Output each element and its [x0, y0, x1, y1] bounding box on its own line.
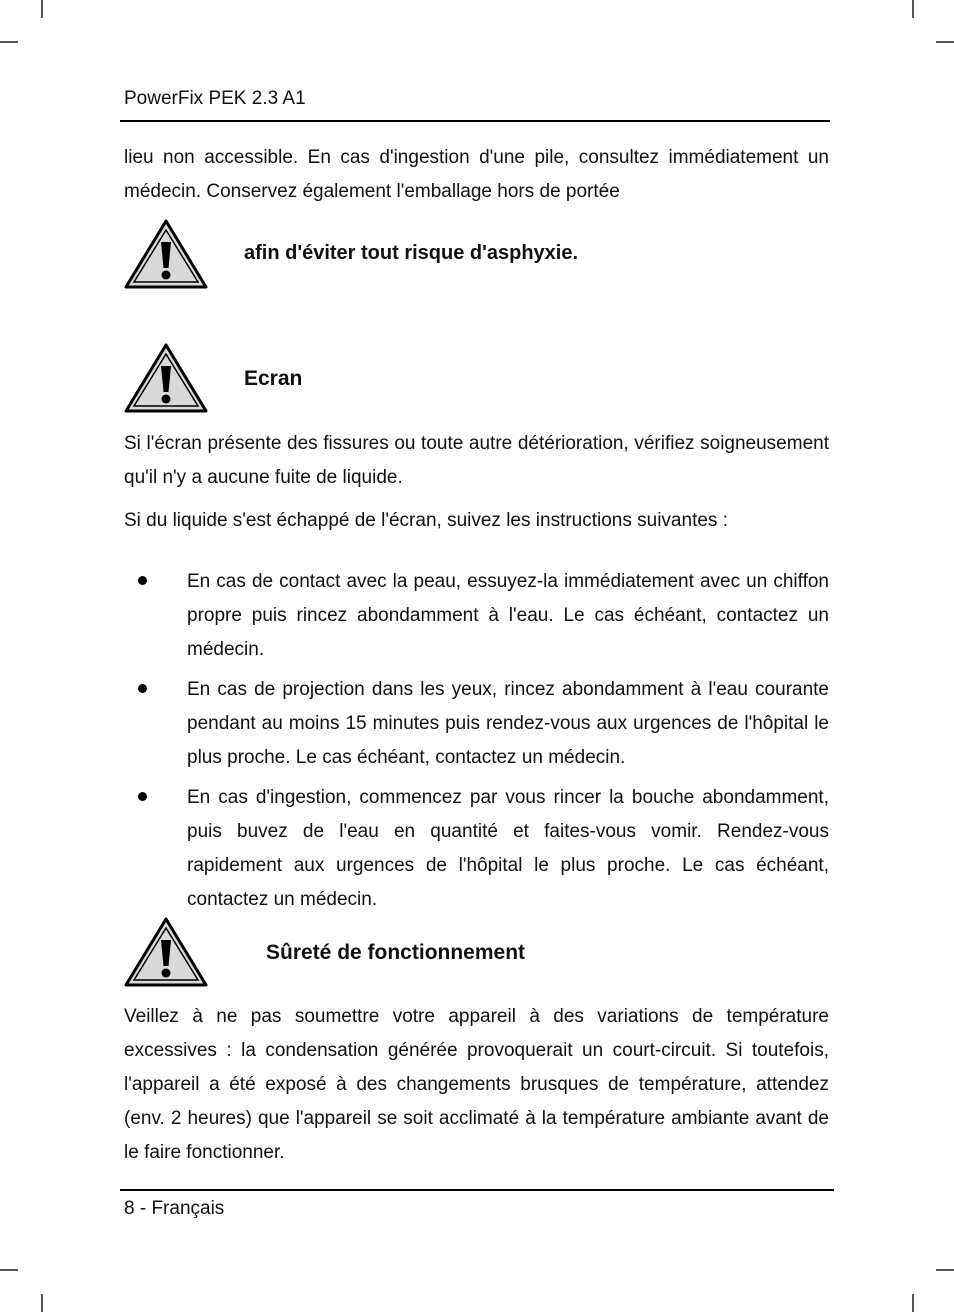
page-header-title: PowerFix PEK 2.3 A1: [124, 88, 306, 109]
ecran-paragraph-1: Si l'écran présente des fissures ou toute autre détérioration, vérifiez soigneusement qu'il n'y a aucune fuite de liquide.: [124, 433, 829, 488]
section-heading-surete: Sûreté de fonctionnement: [266, 941, 526, 964]
bullet-icon: [138, 792, 147, 801]
ecran-paragraph-2: Si du liquide s'est échappé de l'écran, suivez les instructions suivantes :: [124, 510, 728, 531]
header-rule: [120, 120, 830, 122]
crop-mark: [912, 0, 914, 18]
footer-rule: [120, 1189, 834, 1191]
list-item: En cas de contact avec la peau, essuyez-la immédiatement avec un chiffon propre puis rincez abondamment à l'eau. Le cas échéant, contactez un médecin.: [187, 571, 829, 660]
crop-mark: [0, 1269, 18, 1271]
warning-triangle-icon: [123, 916, 209, 988]
list-item: En cas d'ingestion, commencez par vous rincer la bouche abondamment, puis buvez de l'eau en quantité et faites-vous vomir. Rendez-vous rapidement aux urgences de l'hôpital le plus proche. Le cas échéant, contactez un médecin.: [187, 787, 829, 910]
warning-note: afin d'éviter tout risque d'asphyxie.: [244, 242, 579, 264]
crop-mark: [936, 41, 954, 43]
warning-triangle-icon: [123, 218, 209, 290]
bullet-icon: [138, 576, 147, 585]
crop-mark: [936, 1269, 954, 1271]
crop-mark: [41, 1294, 43, 1312]
crop-mark: [912, 1294, 914, 1312]
warning-triangle-icon: [123, 342, 209, 414]
crop-mark: [41, 0, 43, 18]
list-item: En cas de projection dans les yeux, rincez abondamment à l'eau courante pendant au moins 15 minutes puis rendez-vous aux urgences de l'hôpital le plus proche. Le cas échéant, contactez un médecin.: [187, 679, 829, 768]
crop-mark: [0, 41, 18, 43]
page-number: 8 - Français: [124, 1198, 225, 1219]
bullet-icon: [138, 684, 147, 693]
surete-paragraph: Veillez à ne pas soumettre votre appareil à des variations de température excessives : la condensation générée provoquerait un court-circuit. Si toutefois, l'appareil a été exposé à des changements brusques de température, attendez (env. 2 heures) que l'appareil se soit acclimaté à la température ambiante avant de le faire fonctionner.: [124, 1006, 829, 1163]
section-heading-ecran: Ecran: [244, 367, 303, 390]
intro-paragraph: lieu non accessible. En cas d'ingestion d'une pile, consultez immédiatement un médecin. Conservez également l'emballage hors de portée: [124, 147, 829, 202]
